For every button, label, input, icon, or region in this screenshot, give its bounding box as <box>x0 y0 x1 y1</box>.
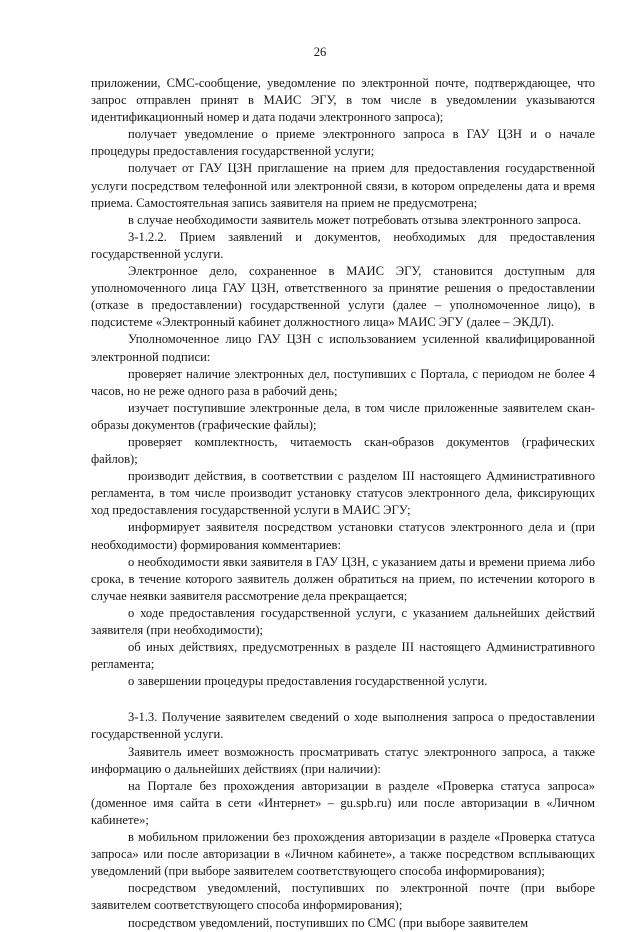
paragraph: проверяет комплектность, читаемость скан-образов документов (графических файлов); <box>91 434 595 467</box>
paragraph: 3-1.3. Получение заявителем сведений о ходе выполнения запроса о предоставлении государственной услуги. <box>91 710 595 742</box>
paragraph: на Портале без прохождения авторизации в разделе «Проверка статуса запроса» (доменное имя сайта в сети «Интернет» – gu.spb.ru) или после авторизации в «Личном кабинете»; <box>91 778 595 827</box>
paragraph: о завершении процедуры предоставления государственной услуги. <box>128 674 488 689</box>
paragraph: информирует заявителя посредством установки статусов электронного дела и (при необходимости) формирования комментариев: <box>91 520 595 552</box>
paragraph: в мобильном приложении без прохождения авторизации в разделе «Проверка статуса запроса» или после авторизации в «Личном кабинете», а также посредством всплывающих уведомлений (при выборе заявителем соответствующего способа информирования); <box>91 830 595 879</box>
paragraph: приложении, СМС-сообщение, уведомление по электронной почте, подтверждающее, что запрос отправлен принят в МАИС ЭГУ, в том числе в уведомлении указываются идентификационный номер и дата подачи электронного запроса); <box>91 76 595 125</box>
paragraph: посредством уведомлений, поступивших по СМС (при выборе заявителем <box>128 915 529 930</box>
paragraph: получает уведомление о приеме электронного запроса в ГАУ ЦЗН и о начале процедуры предоставления государственной услуги; <box>91 127 595 159</box>
page-number: 26 <box>313 45 327 59</box>
paragraph-spacer <box>91 690 595 709</box>
paragraph: 3-1.2.2. Прием заявлений и документов, необходимых для предоставления государственной услуги. <box>91 229 595 261</box>
paragraph: получает от ГАУ ЦЗН приглашение на прием для предоставления государственной услуги посредством телефонной или электронной связи, в котором определены дата и время приема. Самостоятельная запись заявителя на прием не предусмотрена; <box>91 161 595 210</box>
paragraph: в случае необходимости заявитель может потребовать отзыва электронного запроса. <box>128 212 582 227</box>
paragraph: об иных действиях, предусмотренных в разделе III настоящего Административного регламента; <box>91 640 595 672</box>
paragraph: Заявитель имеет возможность просматривать статус электронного запроса, а также информацию о дальнейших действиях (при наличии): <box>91 744 595 776</box>
paragraph: Уполномоченное лицо ГАУ ЦЗН с использованием усиленной квалифицированной электронной подписи: <box>91 332 595 364</box>
paragraph: о ходе предоставления государственной услуги, с указанием дальнейших действий заявителя (при необходимости); <box>91 605 595 637</box>
paragraph: посредством уведомлений, поступивших по электронной почте (при выборе заявителем соответствующего способа информирования); <box>91 881 595 913</box>
paragraph: о необходимости явки заявителя в ГАУ ЦЗН, с указанием даты и времени приема либо срока, в течение которого заявитель должен обратиться на прием, по истечении которого в случае неявки заявителя рассмотрение дела прекращается; <box>91 554 595 603</box>
paragraph: производит действия, в соответствии с разделом III настоящего Административного регламента, в том числе производит установку статусов электронного дела, фиксирующих ход предоставления государственной услуги в МАИС ЭГУ; <box>91 469 595 518</box>
document-body <box>91 75 595 932</box>
paragraph: изучает поступившие электронные дела, в том числе приложенные заявителем скан-образы документов (графические файлы); <box>91 400 595 432</box>
paragraph: Электронное дело, сохраненное в МАИС ЭГУ, становится доступным для уполномоченного лица ГАУ ЦЗН, ответственного за принятие решения о предоставлении (отказе в предоставлении) государственной услуги (далее – уполномоченное лицо), в подсистеме «Электронный кабинет должностного лица» МАИС ЭГУ (далее – ЭКДЛ). <box>91 264 595 330</box>
paragraph: проверяет наличие электронных дел, поступивших с Портала, с периодом не более 4 часов, но не реже одного раза в рабочий день; <box>91 366 595 398</box>
